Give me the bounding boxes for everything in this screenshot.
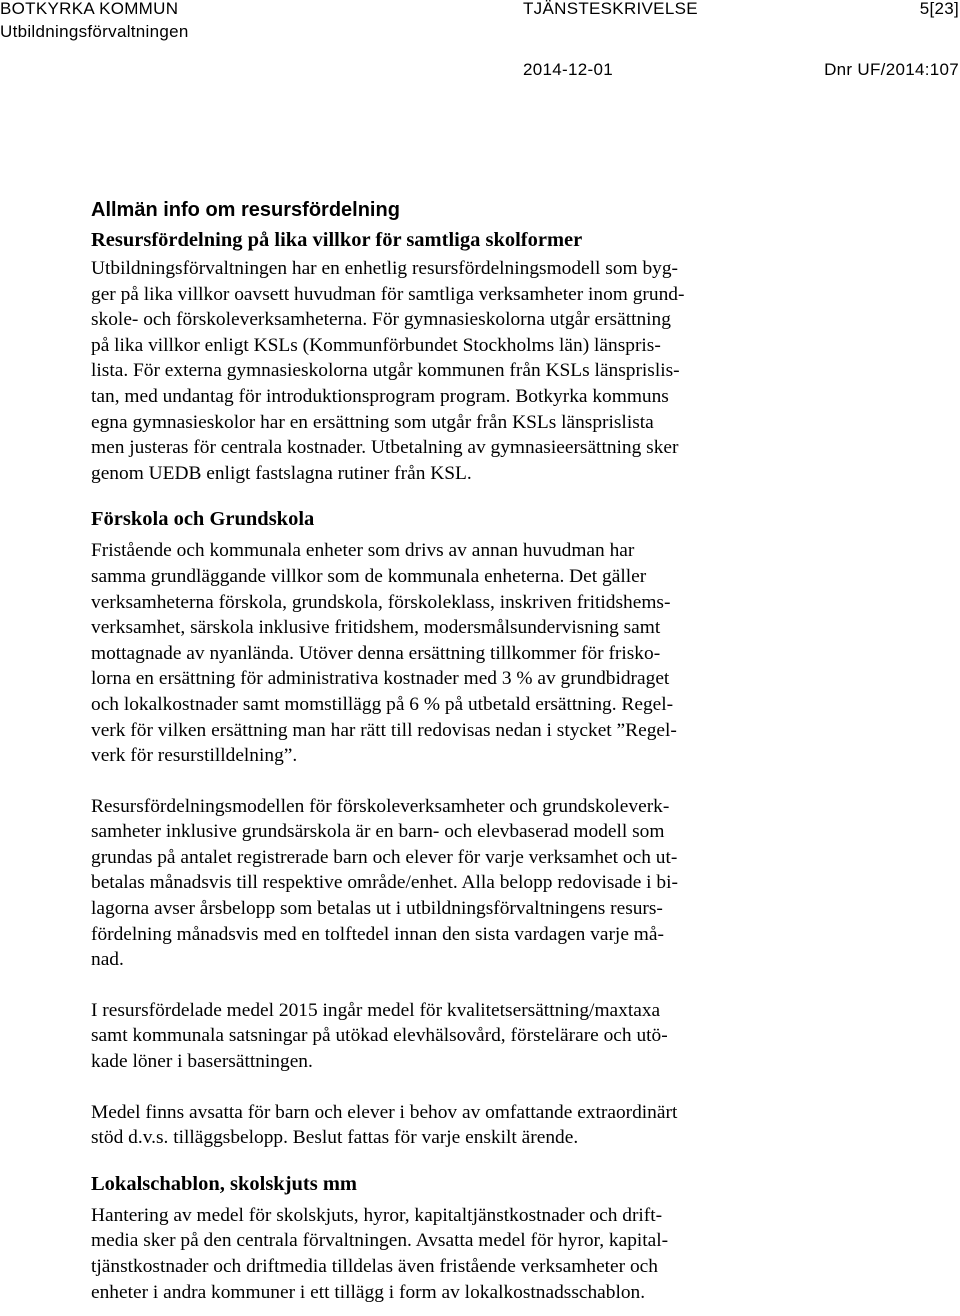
- section1-paragraph: Medel finns avsatta för barn och elever i behov av omfattande extraordinärt stöd d.v.s. tilläggsbelopp. Beslut fattas för varje enskilt ärende.: [91, 1101, 678, 1149]
- section1-paragraph: Resursfördelningsmodellen för förskoleverksamheter och grundskoleverk- samheter inklusive grundsärskola är en barn- och elevbaserad modell som grundas på antalet registrerade barn och elever för varje verksamhet och ut- betalas månadsvis till respektive område/enhet. Alla belopp redovisade i bi- lagorna avser årsbelopp som betalas ut i utbildningsförvaltningens resurs- fördelning månadsvis med en tolftedel innan den sista vardagen varje må- nad.: [91, 795, 678, 971]
- section1-paragraph: Fristående och kommunala enheter som drivs av annan huvudman har samma grundläggande villkor som de kommunala enheterna. Det gäller verksamheterna förskola, grundskola, förskoleklass, inskriven fritidshems- verksamhet, särskola inklusive fritidshem, modersmålsundervisning samt mottagnade av nyanlända. Utöver denna ersättning tillkommer för frisko- lorna en ersättning för administrativa kostnader med 3 % av grundbidraget och lokalkostnader samt momstillägg på 6 % på utbetald ersättning. Regel- verk för vilken ersättning man har rätt till redovisas nedan i stycket ”Regel- verk för resurstilldelning”.: [91, 540, 677, 767]
- document-subtitle: Resursfördelning på lika villkor för samtliga skolformer: [91, 229, 583, 251]
- document-body: [91, 197, 811, 1305]
- document-header: [0, 0, 960, 90]
- page-number: 5[23]: [919, 0, 959, 18]
- department-name: Utbildningsförvaltningen: [0, 22, 189, 41]
- intro-paragraph: Utbildningsförvaltningen har en enhetlig resursfördelningsmodell som byg- ger på lika villkor oavsett huvudman för samtliga verksamheter inom grund- skole- och förskoleverksamheterna. För gymnasieskolorna utgår ersättning på lika villkor enligt KSLs (Kommunförbundet Stockholms län) länspris- lista. För externa gymnasieskolorna utgår kommunen från KSLs länsprislis- tan, med undantag för introduktionsprogram program. Botkyrka kommuns egna gymnasieskolor har en ersättning som utgår från KSLs länsprislista men justeras för centrala kostnader. Utbetalning av gymnasieersättning sker genom UEDB enligt fastslagna rutiner från KSL.: [91, 258, 685, 484]
- section-heading-lokalschablon: Lokalschablon, skolskjuts mm: [91, 1172, 358, 1195]
- document-title: Allmän info om resursfördelning: [91, 199, 400, 221]
- document-type: TJÄNSTESKRIVELSE: [523, 0, 698, 18]
- document-date: 2014-12-01: [523, 60, 613, 79]
- document-reference: Dnr UF/2014:107: [824, 60, 959, 79]
- section-heading-forskola-grundskola: Förskola och Grundskola: [91, 508, 315, 531]
- organization-name: BOTKYRKA KOMMUN: [0, 0, 179, 18]
- section1-paragraph: I resursfördelade medel 2015 ingår medel för kvalitetsersättning/maxtaxa samt kommunala satsningar på utökad elevhälsovård, förstelärare och utö- kade löner i basersättningen.: [91, 999, 668, 1073]
- section2-paragraph: Hantering av medel för skolskjuts, hyror, kapitaltjänstkostnader och drift- media sker på den centrala förvaltningen. Avsatta medel för hyror, kapital- tjänstkostnader och driftmedia tilldelas även fristående verksamheter och enheter i andra kommuner i ett tillägg i form av lokalkostnadsschablon.: [91, 1204, 669, 1303]
